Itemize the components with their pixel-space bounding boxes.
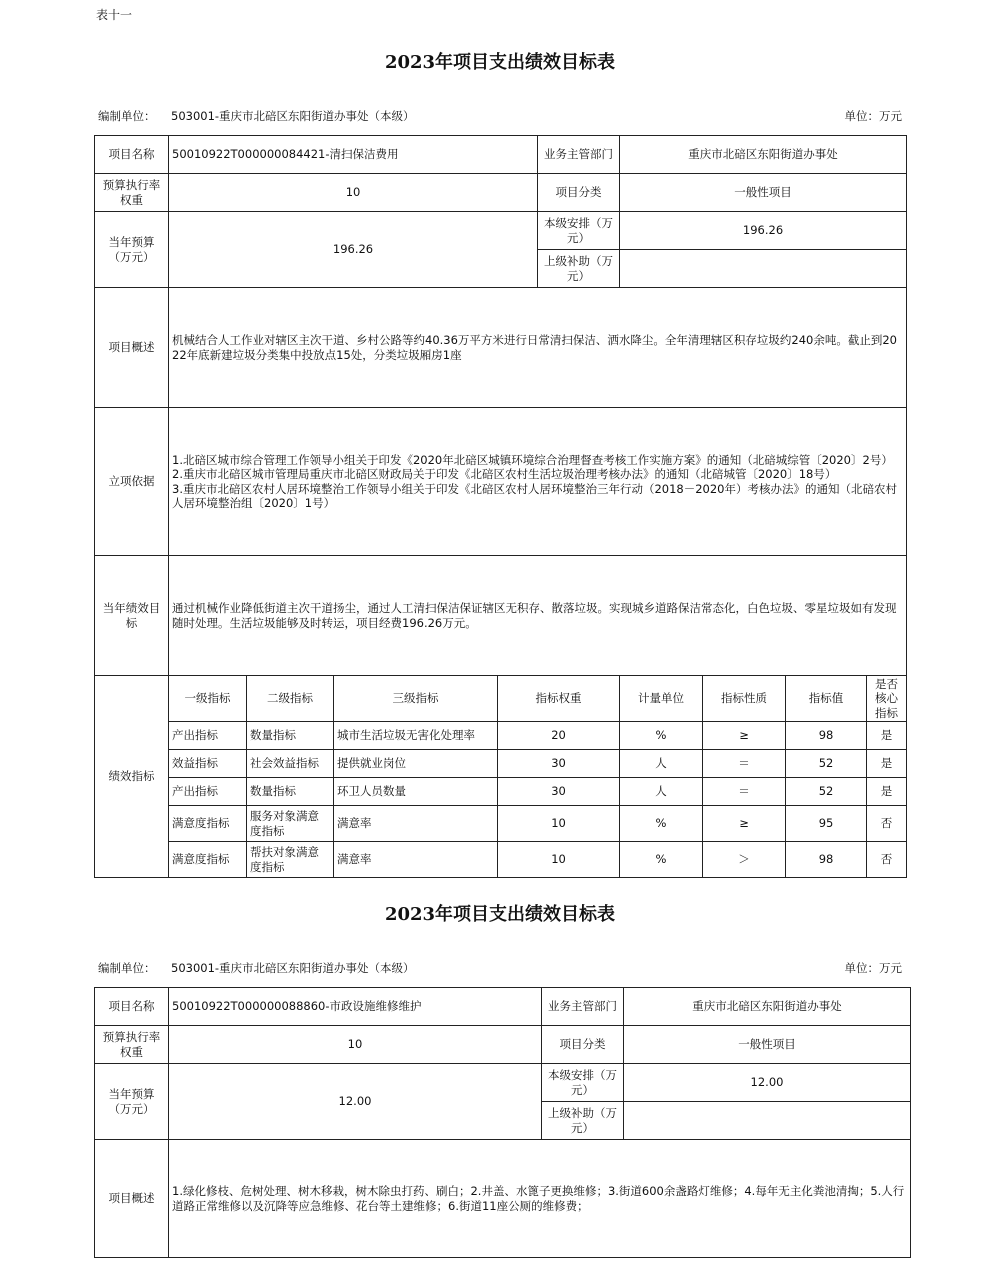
cell-core: 是 <box>867 722 907 750</box>
header-cell: 三级指标 <box>334 676 498 722</box>
weight-value: 10 <box>169 174 538 212</box>
table1-org-value: 503001-重庆市北碚区东阳街道办事处（本级） <box>171 109 415 123</box>
basis-line: 3.重庆市北碚区农村人居环境整治工作领导小组关于印发《北碚区农村人居环境整治三年行动（2018－2020年）考核办法》的通知（北碚农村人居环境整治组〔2020〕1号） <box>172 481 897 510</box>
header-cell: 指标权重 <box>498 676 620 722</box>
cell-value: 98 <box>786 722 867 750</box>
budget-label: 当年预算（万元） <box>95 212 169 288</box>
table2-title: 2023年项目支出绩效目标表 <box>384 904 616 925</box>
overview-value: 机械结合人工作业对辖区主次干道、乡村公路等约40.36万平方米进行日常清扫保洁、洒水降尘。全年清理辖区积存垃圾约240余吨。截止到2022年底新建垃圾分类集中投放点15处，分类垃圾厢房1座 <box>169 288 907 408</box>
dept-label: 业务主管部门 <box>538 136 620 174</box>
project-name-label: 项目名称 <box>95 988 169 1026</box>
header-cell: 计量单位 <box>620 676 703 722</box>
cell-weight: 30 <box>498 778 620 806</box>
category-value: 一般性项目 <box>620 174 907 212</box>
cell-unit: % <box>620 806 703 842</box>
cell-weight: 10 <box>498 842 620 878</box>
goal-value: 通过机械作业降低街道主次干道扬尘，通过人工清扫保洁保证辖区无积存、散落垃圾。实现城乡道路保洁常态化，白色垃圾、零星垃圾如有发现随时处理。生活垃圾能够及时转运，项目经费196.26万元。 <box>169 556 907 676</box>
category-label: 项目分类 <box>542 1026 624 1064</box>
cell-nature: ＝ <box>703 750 786 778</box>
basis-line: 2.重庆市北碚区城市管理局重庆市北碚区财政局关于印发《北碚区农村生活垃圾治理考核办法》的通知（北碚城管〔2020〕18号） <box>172 467 837 482</box>
table1-unit: 单位：万元 <box>844 109 902 123</box>
table2-org-label: 编制单位： <box>98 961 156 975</box>
weight-label: 预算执行率权重 <box>95 1026 169 1064</box>
cell-unit: % <box>620 722 703 750</box>
cell-level1: 满意度指标 <box>169 842 247 878</box>
header-cell: 一级指标 <box>169 676 247 722</box>
header-cell: 指标值 <box>786 676 867 722</box>
upper-value <box>620 250 907 288</box>
overview-label: 项目概述 <box>95 288 169 408</box>
cell-level1: 产出指标 <box>169 722 247 750</box>
local-label: 本级安排（万元） <box>538 212 620 250</box>
table1-grid <box>94 135 907 878</box>
cell-core: 是 <box>867 750 907 778</box>
cell-nature: ≥ <box>703 722 786 750</box>
table-row <box>95 722 907 750</box>
dept-label: 业务主管部门 <box>542 988 624 1026</box>
cell-nature: ≥ <box>703 806 786 842</box>
cell-unit: 人 <box>620 778 703 806</box>
table1-org-label: 编制单位： <box>98 109 156 123</box>
overview-label: 项目概述 <box>95 1140 169 1258</box>
header-cell: 指标性质 <box>703 676 786 722</box>
project-name-label: 项目名称 <box>95 136 169 174</box>
cell-level2: 服务对象满意度指标 <box>247 806 334 842</box>
local-value: 196.26 <box>620 212 907 250</box>
table2-org-value: 503001-重庆市北碚区东阳街道办事处（本级） <box>171 961 415 975</box>
cell-level2: 数量指标 <box>247 778 334 806</box>
local-value: 12.00 <box>624 1064 911 1102</box>
budget-label: 当年预算（万元） <box>95 1064 169 1140</box>
goal-label: 当年绩效目标 <box>95 556 169 676</box>
cell-level2: 社会效益指标 <box>247 750 334 778</box>
table-row <box>95 842 907 878</box>
table-row <box>95 806 907 842</box>
cell-nature: ＞ <box>703 842 786 878</box>
cell-core: 否 <box>867 842 907 878</box>
table1-title: 2023年项目支出绩效目标表 <box>384 52 616 73</box>
table2-grid <box>94 987 911 1258</box>
cell-level1: 满意度指标 <box>169 806 247 842</box>
weight-value: 10 <box>169 1026 542 1064</box>
cell-value: 95 <box>786 806 867 842</box>
project-name-value: 50010922T000000084421-清扫保洁费用 <box>169 136 538 174</box>
local-label: 本级安排（万元） <box>542 1064 624 1102</box>
dept-value: 重庆市北碚区东阳街道办事处 <box>620 136 907 174</box>
overview-value: 1.绿化修枝、危树处理、树木移栽，树木除虫打药、刷白；2.井盖、水篦子更换维修；3.街道600余盏路灯维修；4.每年无主化粪池清掏；5.人行道路正常维修以及沉降等应急维修、花台等土建维修；6.街道11座公厕的维修费； <box>169 1140 911 1258</box>
cell-weight: 10 <box>498 806 620 842</box>
cell-level2: 数量指标 <box>247 722 334 750</box>
budget-value: 12.00 <box>169 1064 542 1140</box>
category-label: 项目分类 <box>538 174 620 212</box>
cell-level3: 环卫人员数量 <box>334 778 498 806</box>
cell-value: 98 <box>786 842 867 878</box>
upper-label: 上级补助（万元） <box>542 1102 624 1140</box>
cell-level3: 满意率 <box>334 842 498 878</box>
cell-value: 52 <box>786 750 867 778</box>
cell-weight: 20 <box>498 722 620 750</box>
upper-label: 上级补助（万元） <box>538 250 620 288</box>
table2-unit: 单位：万元 <box>844 961 902 975</box>
table-row <box>95 750 907 778</box>
basis-line: 1.北碚区城市综合管理工作领导小组关于印发《2020年北碚区城镇环境综合治理督查考核工作实施方案》的通知（北碚城综管〔2020〕2号） <box>172 452 893 467</box>
budget-value: 196.26 <box>169 212 538 288</box>
header-cell: 是否核心指标 <box>867 676 907 722</box>
project-name-value: 50010922T000000088860-市政设施维修维护 <box>169 988 542 1026</box>
cell-level2: 帮扶对象满意度指标 <box>247 842 334 878</box>
cell-level3: 提供就业岗位 <box>334 750 498 778</box>
header-cell: 二级指标 <box>247 676 334 722</box>
cell-level3: 满意率 <box>334 806 498 842</box>
table-row <box>95 778 907 806</box>
cell-core: 否 <box>867 806 907 842</box>
cell-unit: 人 <box>620 750 703 778</box>
cell-nature: ＝ <box>703 778 786 806</box>
cell-level1: 产出指标 <box>169 778 247 806</box>
cell-core: 是 <box>867 778 907 806</box>
weight-label: 预算执行率权重 <box>95 174 169 212</box>
cell-level3: 城市生活垃圾无害化处理率 <box>334 722 498 750</box>
dept-value: 重庆市北碚区东阳街道办事处 <box>624 988 911 1026</box>
cell-level1: 效益指标 <box>169 750 247 778</box>
cell-value: 52 <box>786 778 867 806</box>
indicators-label: 绩效指标 <box>95 676 169 878</box>
category-value: 一般性项目 <box>624 1026 911 1064</box>
cell-weight: 30 <box>498 750 620 778</box>
cell-unit: % <box>620 842 703 878</box>
basis-label: 立项依据 <box>95 408 169 556</box>
corner-label: 表十一 <box>96 8 133 22</box>
basis-value <box>169 408 907 556</box>
upper-value <box>624 1102 911 1140</box>
